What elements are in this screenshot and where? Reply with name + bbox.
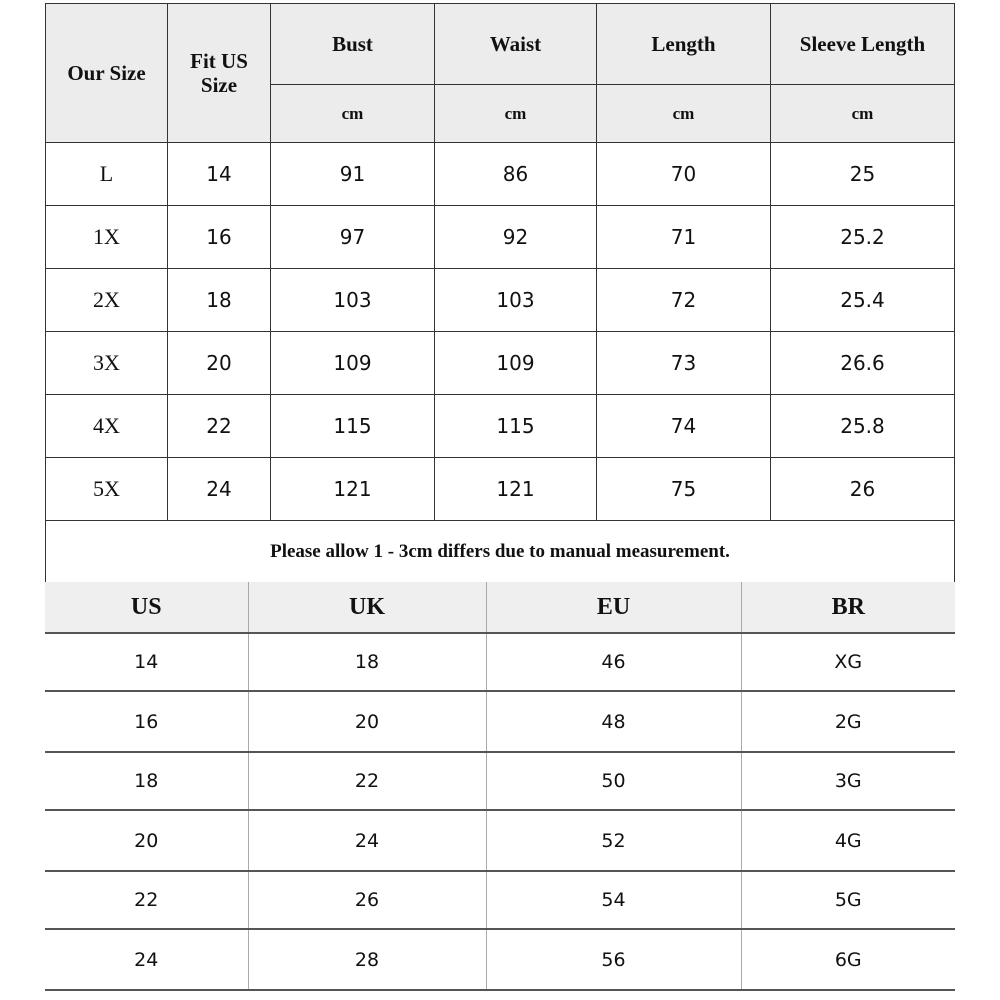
cell-uk: 24 <box>248 810 486 871</box>
cell-our-size: 3X <box>46 332 168 395</box>
cell-waist: 103 <box>435 269 597 332</box>
cell-sleeve-length: 25 <box>771 143 955 206</box>
cell-length: 74 <box>597 395 771 458</box>
cell-us: 18 <box>45 752 248 810</box>
cell-us: 22 <box>45 871 248 929</box>
cell-br: 2G <box>741 691 955 752</box>
cell-us: 20 <box>45 810 248 871</box>
unit-length: cm <box>597 85 771 143</box>
cell-sleeve-length: 25.8 <box>771 395 955 458</box>
cell-waist: 86 <box>435 143 597 206</box>
cell-our-size: 5X <box>46 458 168 521</box>
cell-eu: 56 <box>486 929 741 990</box>
cell-our-size: 4X <box>46 395 168 458</box>
cell-waist: 109 <box>435 332 597 395</box>
cell-us: 24 <box>45 929 248 990</box>
cell-us-size: 14 <box>168 143 271 206</box>
cell-length: 75 <box>597 458 771 521</box>
table-row <box>46 206 955 269</box>
header-us: US <box>45 582 248 633</box>
size-chart-table <box>45 3 955 583</box>
cell-our-size: 2X <box>46 269 168 332</box>
table-row <box>45 871 955 929</box>
cell-waist: 121 <box>435 458 597 521</box>
cell-bust: 103 <box>271 269 435 332</box>
table-row <box>46 395 955 458</box>
cell-eu: 46 <box>486 633 741 691</box>
table-row <box>45 810 955 871</box>
cell-length: 73 <box>597 332 771 395</box>
table-row <box>45 691 955 752</box>
conversion-header-row <box>45 582 955 633</box>
cell-eu: 50 <box>486 752 741 810</box>
header-bust: Bust <box>271 4 435 85</box>
table-row <box>45 633 955 691</box>
size-conversion-table <box>45 582 955 991</box>
cell-eu: 54 <box>486 871 741 929</box>
cell-eu: 52 <box>486 810 741 871</box>
cell-uk: 20 <box>248 691 486 752</box>
cell-sleeve-length: 26 <box>771 458 955 521</box>
cell-uk: 18 <box>248 633 486 691</box>
cell-bust: 97 <box>271 206 435 269</box>
table-row <box>46 458 955 521</box>
cell-our-size: L <box>46 143 168 206</box>
cell-bust: 121 <box>271 458 435 521</box>
cell-br: 4G <box>741 810 955 871</box>
cell-us: 16 <box>45 691 248 752</box>
cell-length: 71 <box>597 206 771 269</box>
cell-waist: 92 <box>435 206 597 269</box>
cell-length: 70 <box>597 143 771 206</box>
cell-br: 6G <box>741 929 955 990</box>
header-our-size: Our Size <box>46 4 168 143</box>
header-fit-us-size: Fit US Size <box>168 4 271 143</box>
header-waist: Waist <box>435 4 597 85</box>
cell-bust: 109 <box>271 332 435 395</box>
size-header-row <box>46 4 955 85</box>
cell-uk: 26 <box>248 871 486 929</box>
cell-br: 5G <box>741 871 955 929</box>
cell-us-size: 24 <box>168 458 271 521</box>
cell-sleeve-length: 25.2 <box>771 206 955 269</box>
cell-uk: 22 <box>248 752 486 810</box>
unit-waist: cm <box>435 85 597 143</box>
cell-us-size: 20 <box>168 332 271 395</box>
cell-bust: 115 <box>271 395 435 458</box>
cell-sleeve-length: 26.6 <box>771 332 955 395</box>
table-row <box>46 143 955 206</box>
measurement-note: Please allow 1 - 3cm differs due to manual measurement. <box>46 521 955 583</box>
table-row <box>46 332 955 395</box>
table-row <box>45 929 955 990</box>
cell-our-size: 1X <box>46 206 168 269</box>
cell-us: 14 <box>45 633 248 691</box>
cell-us-size: 18 <box>168 269 271 332</box>
cell-br: XG <box>741 633 955 691</box>
cell-sleeve-length: 25.4 <box>771 269 955 332</box>
unit-bust: cm <box>271 85 435 143</box>
cell-us-size: 22 <box>168 395 271 458</box>
header-sleeve-length: Sleeve Length <box>771 4 955 85</box>
table-row <box>46 269 955 332</box>
cell-bust: 91 <box>271 143 435 206</box>
cell-eu: 48 <box>486 691 741 752</box>
cell-length: 72 <box>597 269 771 332</box>
header-uk: UK <box>248 582 486 633</box>
header-br: BR <box>741 582 955 633</box>
header-eu: EU <box>486 582 741 633</box>
table-row <box>45 752 955 810</box>
note-row <box>46 521 955 583</box>
cell-waist: 115 <box>435 395 597 458</box>
cell-br: 3G <box>741 752 955 810</box>
cell-us-size: 16 <box>168 206 271 269</box>
unit-sleeve-length: cm <box>771 85 955 143</box>
cell-uk: 28 <box>248 929 486 990</box>
header-length: Length <box>597 4 771 85</box>
